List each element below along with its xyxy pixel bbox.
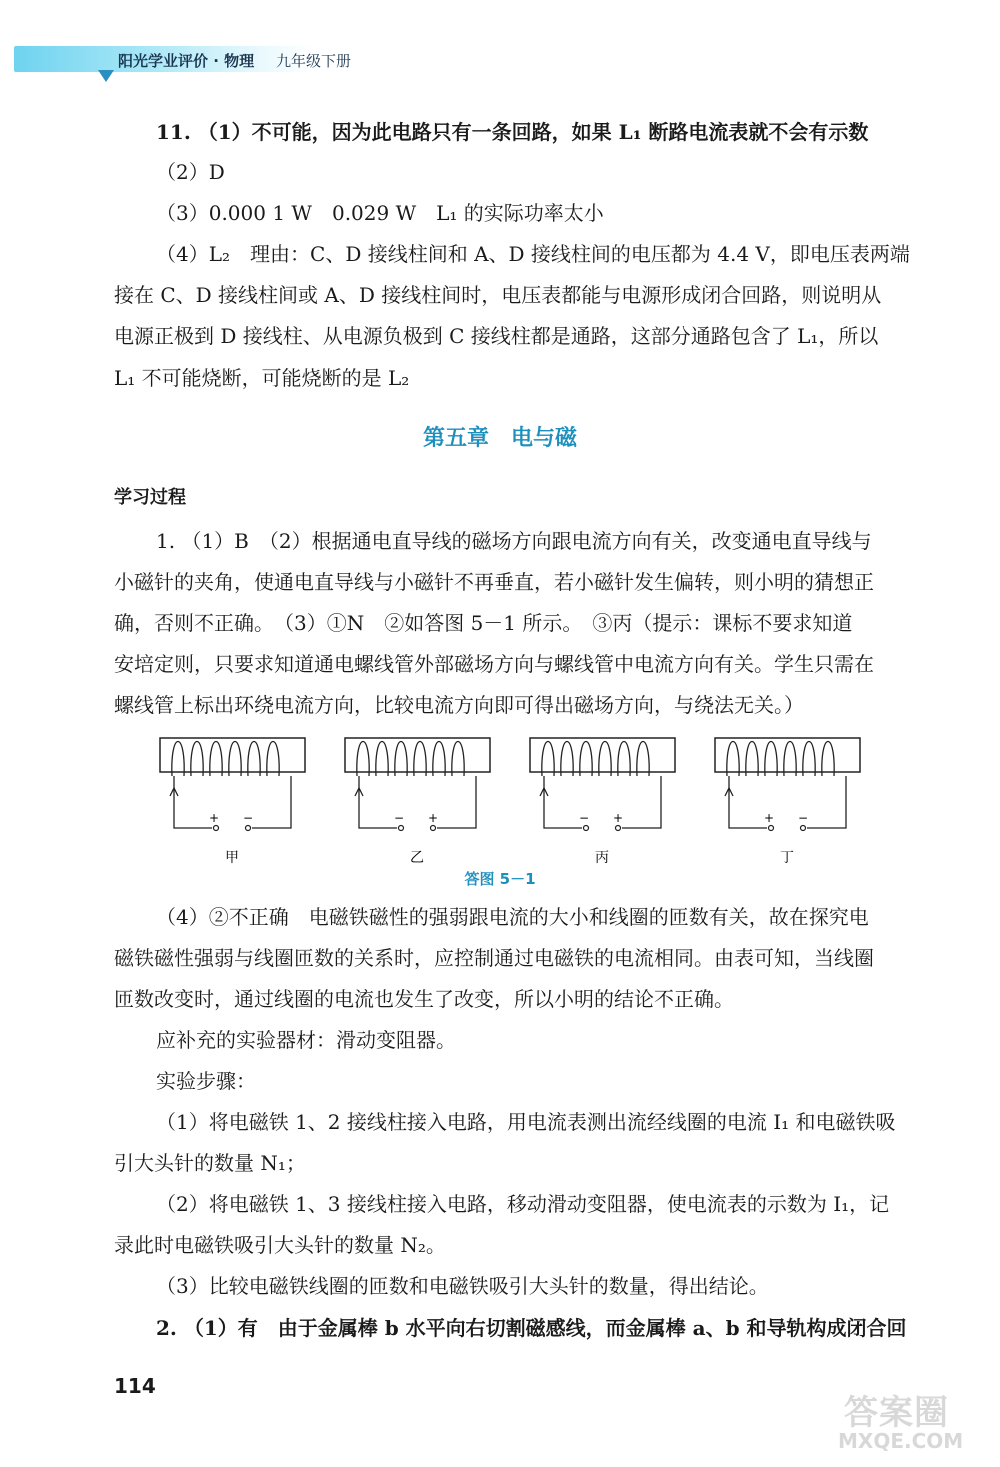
terminal-sign-left: + — [763, 811, 775, 825]
q1-line-1: 1. （1）B （2）根据通电直导线的磁场方向跟电流方向有关，改变通电直导线与 — [156, 529, 872, 553]
right-lead — [252, 776, 291, 828]
q4-line-4: 应补充的实验器材：滑动变阻器。 — [156, 1028, 456, 1052]
q1-line-4: 安培定则，只要求知道通电螺线管外部磁场方向与螺线管中电流方向有关。学生只需在 — [114, 652, 874, 676]
coil-turn — [580, 742, 592, 777]
q2-line-1: 2. （1）有 由于金属棒 b 水平向右切割磁感线，而金属棒 a、b 和导轨构成闭合回 — [156, 1316, 907, 1340]
q1-line-2: 小磁针的夹角，使通电直导线与小磁针不再垂直，若小磁针发生偏转，则小明的猜想正 — [114, 570, 874, 594]
terminal-right — [246, 826, 251, 831]
terminal-sign-right: − — [242, 811, 254, 825]
coil-turn — [452, 742, 464, 777]
q11-line-7: L₁ 不可能烧断，可能烧断的是 L₂ — [114, 366, 410, 390]
section-title: 学习过程 — [114, 487, 186, 508]
coil-turn — [784, 742, 796, 777]
right-lead — [437, 776, 476, 828]
terminal-right — [431, 826, 436, 831]
coil-turn — [229, 742, 241, 777]
coil-turn — [357, 742, 369, 777]
terminal-left — [214, 826, 219, 831]
left-lead — [359, 776, 397, 828]
figure-caption: 答图 5－1 — [464, 870, 536, 888]
solenoid-label: 甲 — [225, 850, 239, 866]
left-lead — [544, 776, 582, 828]
coil-turn — [561, 742, 573, 777]
terminal-left — [399, 826, 404, 831]
terminal-sign-right: + — [427, 811, 439, 825]
coil-turn — [267, 742, 279, 777]
coil-turn — [172, 742, 184, 777]
coil-turn — [822, 742, 834, 777]
page-number: 114 — [114, 1374, 156, 1398]
terminal-sign-right: + — [612, 811, 624, 825]
terminal-left — [584, 826, 589, 831]
terminal-right — [616, 826, 621, 831]
solenoid-yi — [345, 738, 490, 866]
chapter-title: 第五章 电与磁 — [422, 426, 577, 451]
solenoid-label: 丁 — [780, 850, 794, 866]
coil-turn — [433, 742, 445, 777]
q11-line-2: （2）D — [156, 160, 225, 184]
header-grade: 九年级下册 — [276, 52, 352, 70]
header-ribbon-tip — [98, 70, 114, 82]
q4-line-5: 实验步骤： — [156, 1069, 256, 1093]
q4-line-6: （1）将电磁铁 1、2 接线柱接入电路，用电流表测出流经线圈的电流 I₁ 和电磁铁吸 — [156, 1110, 896, 1134]
solenoid-bing — [530, 738, 675, 866]
header-series-title: 阳光学业评价 · 物理 — [118, 52, 255, 70]
solenoid-jia — [160, 738, 305, 866]
right-lead — [807, 776, 846, 828]
coil-turn — [376, 742, 388, 777]
q11-line-3: （3）0.000 1 W 0.029 W L₁ 的实际功率太小 — [156, 201, 604, 225]
left-lead — [174, 776, 212, 828]
coil-turn — [414, 742, 426, 777]
coil-turn — [765, 742, 777, 777]
terminal-sign-left: − — [578, 811, 590, 825]
q4-line-2: 磁铁磁性强弱与线圈匝数的关系时，应控制通过电磁铁的电流相同。由表可知，当线圈 — [114, 946, 874, 970]
q1-line-3: 确，否则不正确。 （3）①N ②如答图 5－1 所示。 ③丙（提示：课标不要求知道 — [114, 611, 853, 635]
coil-turn — [803, 742, 815, 777]
solenoid-label: 乙 — [410, 850, 424, 866]
solenoid-figure — [150, 728, 880, 868]
coil-turn — [191, 742, 203, 777]
q11-line-1: 11. （1）不可能，因为此电路只有一条回路，如果 L₁ 断路电流表就不会有示数 — [156, 120, 869, 144]
q1-line-5: 螺线管上标出环绕电流方向，比较电流方向即可得出磁场方向，与绕法无关。） — [114, 693, 804, 717]
terminal-left — [769, 826, 774, 831]
coil-turn — [599, 742, 611, 777]
watermark — [830, 1385, 990, 1455]
watermark-url: MXQE.COM — [838, 1429, 964, 1453]
coil-turn — [248, 742, 260, 777]
terminal-sign-right: − — [797, 811, 809, 825]
solenoid-ding — [715, 738, 860, 866]
q4-line-1: （4）②不正确 电磁铁磁性的强弱跟电流的大小和线圈的匝数有关，故在探究电 — [156, 905, 869, 929]
coil-turn — [727, 742, 739, 777]
left-lead — [729, 776, 767, 828]
terminal-sign-left: − — [393, 811, 405, 825]
q11-line-5: 接在 C、D 接线柱间或 A、D 接线柱间时，电压表都能与电源形成闭合回路，则说明从 — [114, 283, 882, 307]
terminal-right — [801, 826, 806, 831]
coil-turn — [395, 742, 407, 777]
solenoid-label: 丙 — [595, 850, 609, 866]
q4-line-8: （2）将电磁铁 1、3 接线柱接入电路，移动滑动变阻器，使电流表的示数为 I₁，记 — [156, 1192, 890, 1216]
running-header — [0, 40, 420, 80]
coil-turn — [210, 742, 222, 777]
terminal-sign-left: + — [208, 811, 220, 825]
q4-line-3: 匝数改变时，通过线圈的电流也发生了改变，所以小明的结论不正确。 — [114, 987, 734, 1011]
coil-turn — [542, 742, 554, 777]
q11-line-6: 电源正极到 D 接线柱、从电源负极到 C 接线柱都是通路，这部分通路包含了 L₁，所以 — [114, 324, 879, 348]
coil-turn — [637, 742, 649, 777]
coil-turn — [746, 742, 758, 777]
coil-turn — [618, 742, 630, 777]
q4-line-9: 录此时电磁铁吸引大头针的数量 N₂。 — [114, 1233, 446, 1257]
q4-line-7: 引大头针的数量 N₁； — [114, 1151, 306, 1175]
q11-line-4: （4）L₂ 理由：C、D 接线柱间和 A、D 接线柱间的电压都为 4.4 V，即电压表两端 — [156, 242, 910, 266]
watermark-logo: 答案圈 — [844, 1393, 949, 1433]
right-lead — [622, 776, 661, 828]
q4-line-10: （3）比较电磁铁线圈的匝数和电磁铁吸引大头针的数量，得出结论。 — [156, 1274, 769, 1298]
